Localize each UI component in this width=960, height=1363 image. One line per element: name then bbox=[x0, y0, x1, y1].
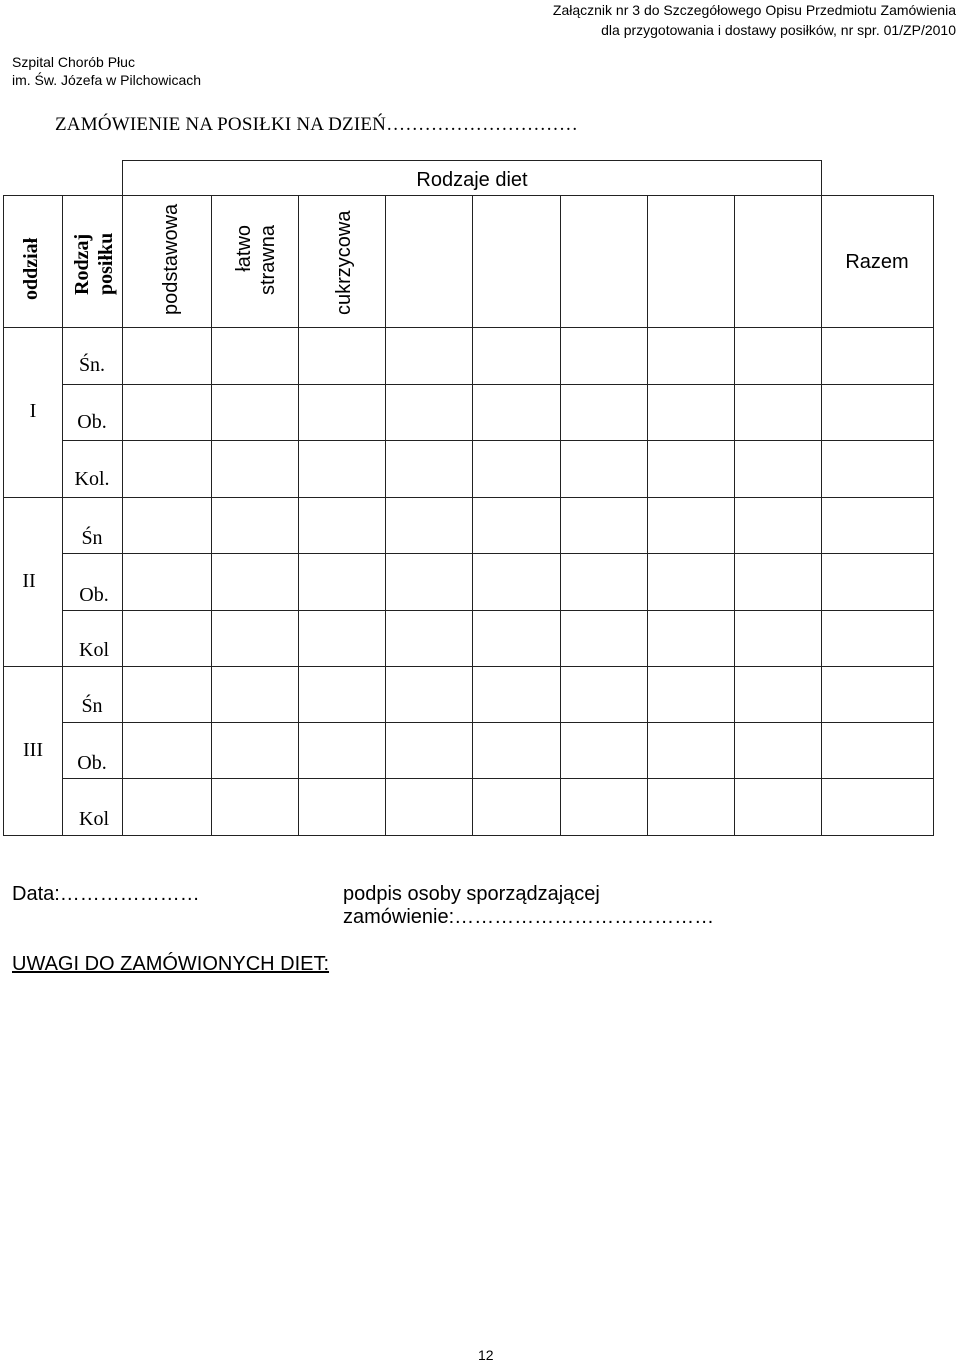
diet-easy-line-1: łatwo bbox=[233, 224, 255, 272]
table-line bbox=[472, 195, 473, 836]
table-line bbox=[122, 160, 822, 161]
table-line bbox=[933, 195, 934, 836]
table-line bbox=[821, 160, 822, 836]
date-field-label: Data:………………… bbox=[12, 883, 200, 905]
department-label: II bbox=[22, 570, 36, 592]
table-line bbox=[62, 440, 933, 441]
table-line bbox=[3, 835, 933, 836]
meal-label: Ob. bbox=[77, 752, 107, 774]
column-header-department-text: oddział bbox=[20, 237, 42, 300]
meal-label: Kol bbox=[79, 639, 109, 661]
attachment-line-2: dla przygotowania i dostawy posiłków, nr spr. 01/ZP/2010 bbox=[601, 22, 956, 38]
table-line bbox=[62, 195, 63, 836]
hospital-name bbox=[12, 53, 201, 89]
hospital-line-2: im. Św. Józefa w Pilchowicach bbox=[12, 72, 202, 88]
column-header-diet-easy bbox=[232, 224, 302, 343]
table-line bbox=[3, 666, 933, 667]
meal-label: Kol bbox=[79, 808, 109, 830]
meal-label: Kol. bbox=[74, 468, 110, 490]
table-line bbox=[3, 195, 4, 836]
remarks-heading: UWAGI DO ZAMÓWIONYCH DIET: bbox=[12, 953, 330, 975]
table-line bbox=[3, 195, 933, 196]
attachment-line-1: Załącznik nr 3 do Szczegółowego Opisu Przedmiotu Zamówienia bbox=[552, 2, 956, 18]
diet-diabetic-text: cukrzycowa bbox=[333, 210, 355, 315]
column-header-total: Razem bbox=[845, 251, 909, 273]
column-header-diet-diabetic bbox=[333, 210, 437, 338]
table-line bbox=[298, 195, 299, 836]
meal-label: Śn bbox=[81, 527, 103, 549]
diet-easy-text bbox=[232, 225, 280, 295]
table-line bbox=[62, 553, 933, 554]
department-label: III bbox=[23, 739, 43, 761]
column-header-meal-type bbox=[70, 232, 132, 343]
table-line bbox=[560, 195, 561, 836]
meal-label: Ob. bbox=[79, 584, 109, 606]
table-line bbox=[3, 327, 933, 328]
table-line bbox=[62, 722, 933, 723]
page-number: 12 bbox=[478, 1347, 494, 1363]
attachment-note bbox=[553, 0, 956, 40]
department-label: I bbox=[29, 400, 37, 422]
table-line bbox=[122, 160, 123, 836]
table-line bbox=[211, 195, 212, 836]
table-line bbox=[3, 497, 933, 498]
hospital-line-1: Szpital Chorób Płuc bbox=[12, 54, 135, 70]
table-line bbox=[647, 195, 648, 836]
table-line bbox=[62, 384, 933, 385]
meal-label: Śn. bbox=[78, 354, 106, 376]
meal-label: Ob. bbox=[77, 411, 107, 433]
table-line bbox=[62, 778, 933, 779]
table-line bbox=[734, 195, 735, 836]
meal-type-line-1: Rodzaj bbox=[71, 233, 93, 295]
diet-types-heading: Rodzaje diet bbox=[416, 169, 528, 191]
meal-label: Śn bbox=[81, 695, 103, 717]
diet-easy-line-2: strawna bbox=[257, 224, 279, 295]
signature-field-label: podpis osoby sporządzającej zamówienie:………………………………… bbox=[343, 883, 715, 928]
table-line bbox=[62, 610, 933, 611]
order-title: ZAMÓWIENIE NA POSIŁKI NA DZIEŃ………………………… bbox=[55, 114, 579, 135]
table-line bbox=[385, 195, 386, 836]
diet-basic-text: podstawowa bbox=[160, 203, 182, 315]
meal-type-line-2: posiłku bbox=[95, 232, 117, 295]
column-header-meal-type-text bbox=[70, 233, 118, 295]
